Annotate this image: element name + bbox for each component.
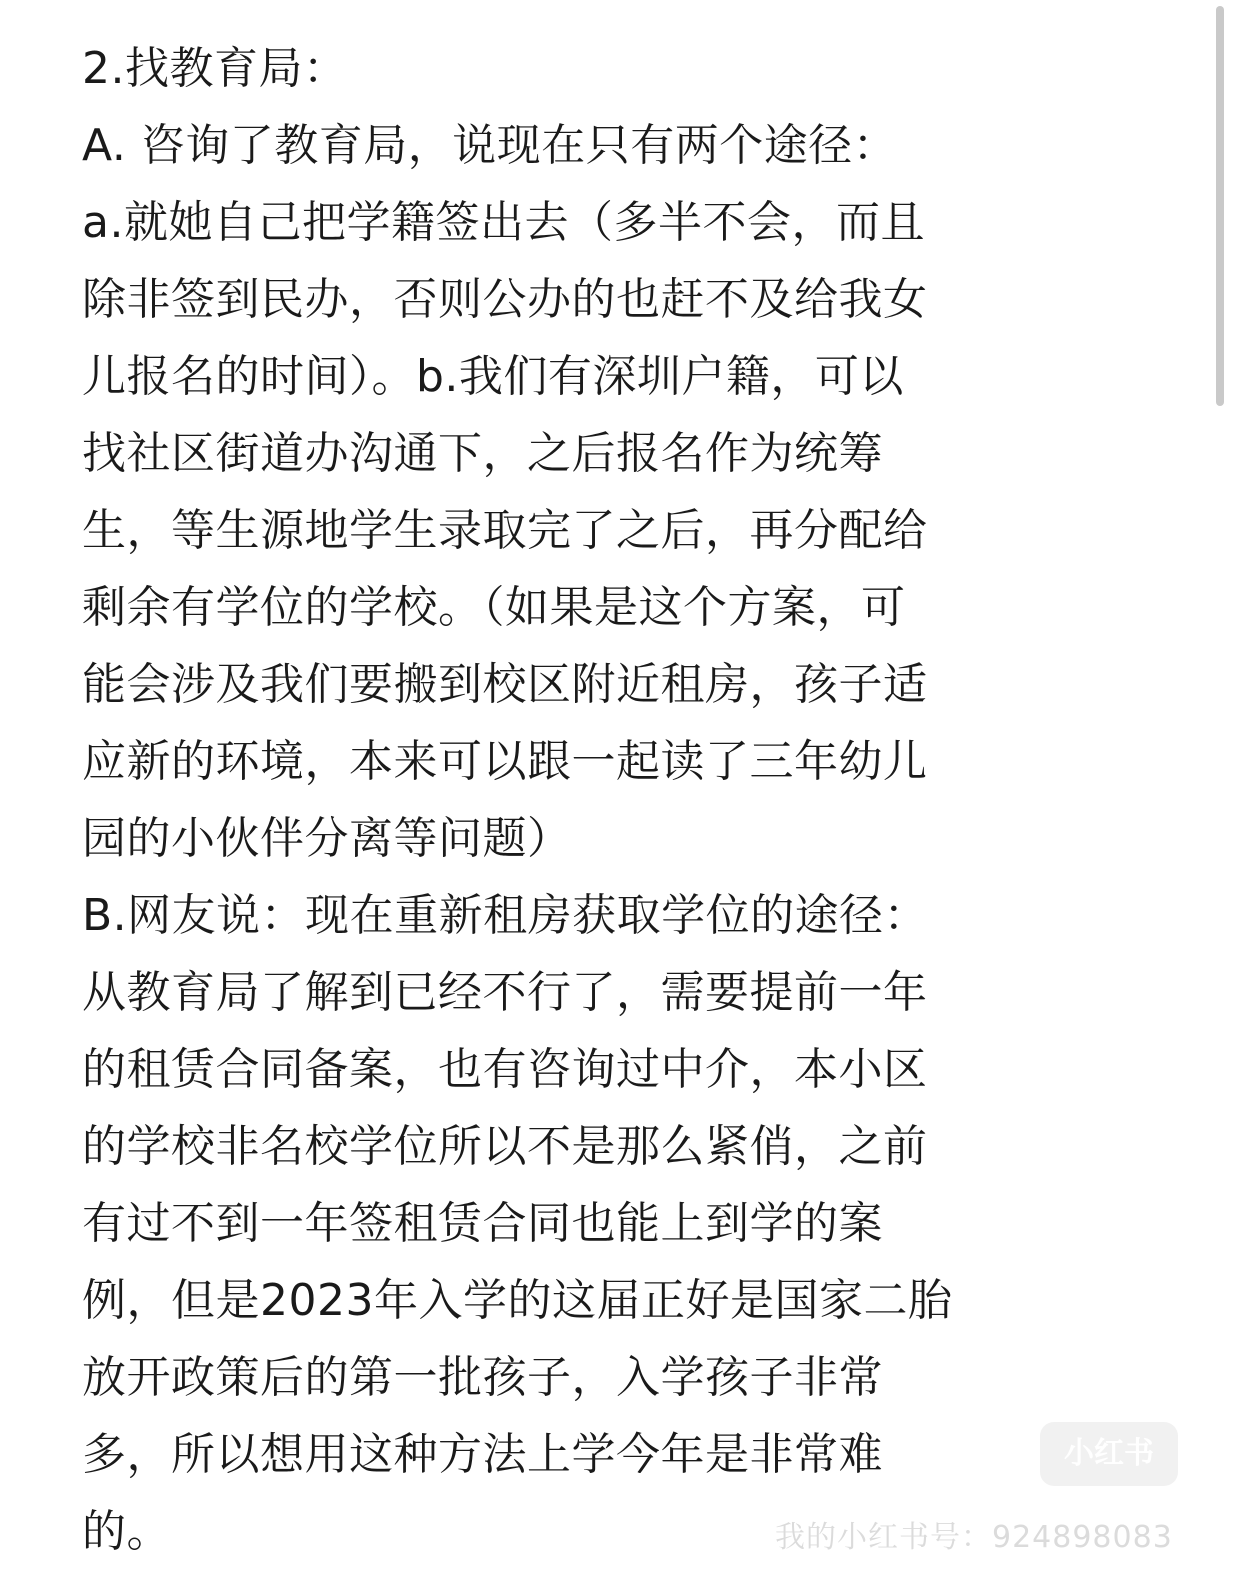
post-line: 的租赁合同备案，也有咨询过中介，本小区 [82, 1044, 928, 1095]
post-line: 放开政策后的第一批孩子，入学孩子非常 [82, 1352, 883, 1403]
post-line: 除非签到民办，否则公办的也赶不及给我女 [82, 274, 928, 325]
watermark-logo: 小红书 [1040, 1422, 1178, 1486]
post-line: 有过不到一年签租赁合同也能上到学的案 [82, 1198, 883, 1249]
post-line: 的。 [82, 1506, 171, 1557]
post-text-body [82, 30, 1162, 1570]
post-line: 生，等生源地学生录取完了之后，再分配给 [82, 505, 928, 556]
post-line: 园的小伙伴分离等问题） [82, 813, 572, 864]
post-line: B.网友说：现在重新租房获取学位的途径： [82, 890, 929, 941]
post-line: 2.找教育局： [82, 43, 348, 94]
vertical-scrollbar[interactable] [1216, 6, 1224, 406]
post-line: 应新的环境，本来可以跟一起读了三年幼儿 [82, 736, 928, 787]
post-line: 从教育局了解到已经不行了，需要提前一年 [82, 967, 928, 1018]
post-line: 找社区街道办沟通下，之后报名作为统筹 [82, 428, 883, 479]
watermark-id: 我的小红书号：924898083 [775, 1520, 1173, 1555]
post-line: 多，所以想用这种方法上学今年是非常难 [82, 1429, 883, 1480]
post-line: 剩余有学位的学校。（如果是这个方案，可 [82, 582, 906, 633]
post-line: 能会涉及我们要搬到校区附近租房，孩子适 [82, 659, 928, 710]
post-line: 例，但是2023年入学的这届正好是国家二胎 [82, 1275, 953, 1326]
post-line: a.就她自己把学籍签出去（多半不会，而且 [82, 197, 925, 248]
post-line: A. 咨询了教育局，说现在只有两个途径： [82, 120, 898, 171]
post-line: 儿报名的时间）。b.我们有深圳户籍，可以 [82, 351, 904, 402]
post-line: 的学校非名校学位所以不是那么紧俏，之前 [82, 1121, 928, 1172]
